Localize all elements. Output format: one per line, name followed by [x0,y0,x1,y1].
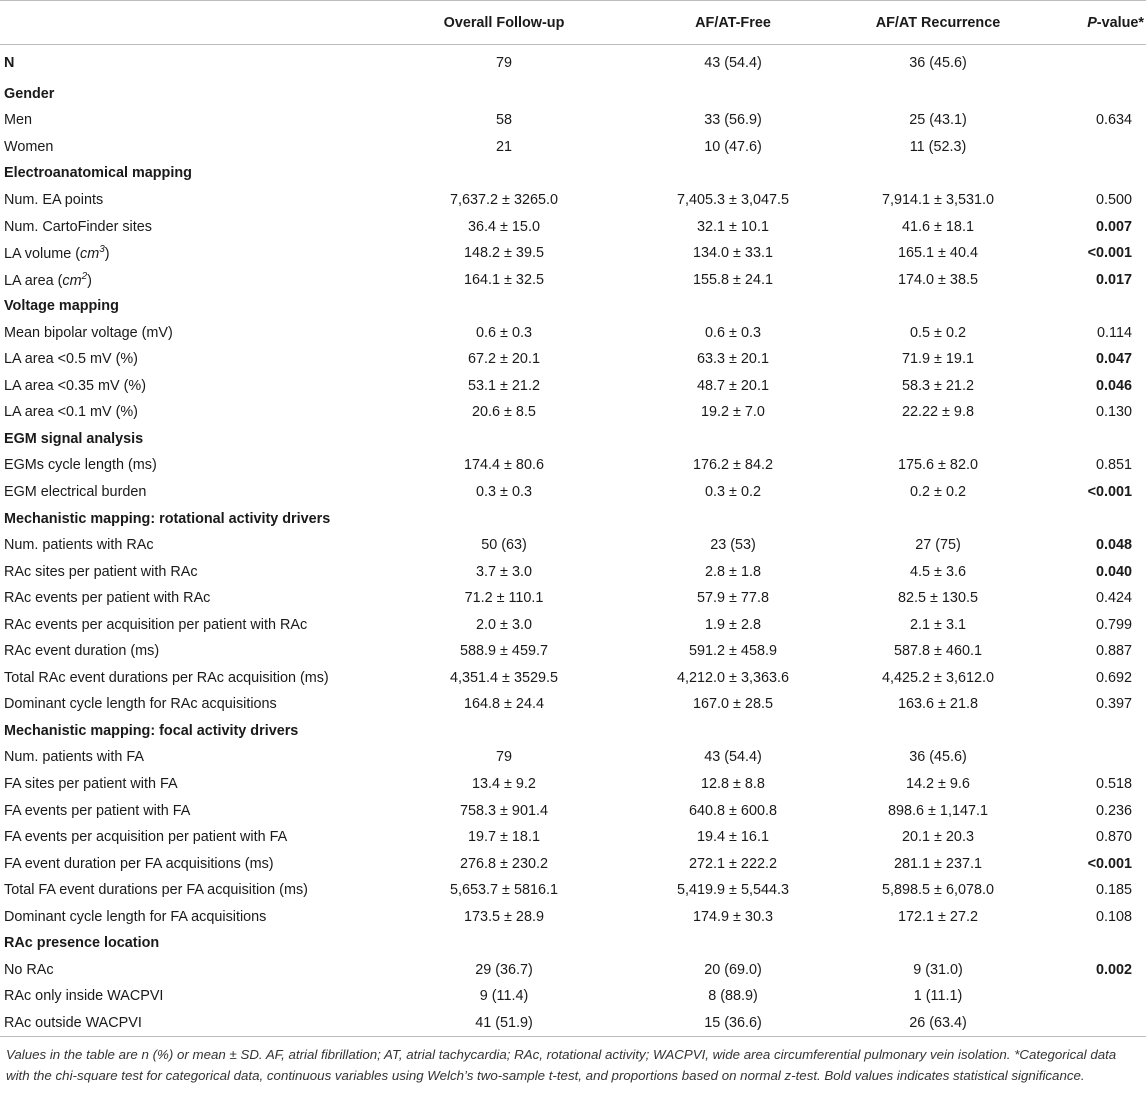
cell-af-at-recurrence: 22.22 ± 9.8 [902,404,974,421]
cell-overall: 164.1 ± 32.5 [464,271,544,288]
cell-p-value [1052,45,1146,81]
table-row [0,638,1146,665]
cell-af-at-recurrence: 174.0 ± 38.5 [898,271,978,288]
cell-af-at-free: 7,405.3 ± 3,047.5 [677,191,789,208]
section-heading: Gender [4,85,55,102]
row-label: RAc sites per patient with RAc [4,563,198,580]
cell-p-value [1052,1010,1146,1037]
table-row [0,1010,1146,1037]
table-row [0,107,1146,134]
cell-af-at-free: 63.3 ± 20.1 [697,351,769,368]
cell-p-value: 0.108 [1095,908,1132,925]
row-label: FA event duration per FA acquisitions (ms) [4,855,274,872]
section-heading: Electroanatomical mapping [4,165,192,182]
row-label-suffix: ) [104,245,110,262]
cell-p-value: 0.040 [1095,563,1132,580]
table-row [0,744,1146,771]
table-row [0,983,1146,1010]
cell-af-at-recurrence: 0.2 ± 0.2 [910,483,966,500]
row-label: Total FA event durations per FA acquisition (ms) [4,882,308,899]
cell-p-value: 0.397 [1095,696,1132,713]
table-row [0,903,1146,930]
cell-af-at-free: 19.2 ± 7.0 [701,404,765,421]
cell-af-at-free: 640.8 ± 600.8 [689,802,777,819]
cell-af-at-free: 57.9 ± 77.8 [697,590,769,607]
cell-overall: 7,637.2 ± 3265.0 [450,191,558,208]
cell-af-at-recurrence: 1 (11.1) [913,988,963,1005]
cell-af-at-free: 20 (69.0) [704,961,762,978]
table-row [0,266,1146,293]
cell-overall: 19.7 ± 18.1 [468,829,540,846]
cell-p-value: 0.002 [1095,961,1132,978]
cell-p-value: <0.001 [1087,245,1132,262]
cell-af-at-recurrence: 82.5 ± 130.5 [898,590,978,607]
cell-af-at-free: 0.6 ± 0.3 [705,324,761,341]
cell-p-value: 0.887 [1095,643,1132,660]
cell-af-at-recurrence: 36 (45.6) [909,54,967,71]
table-row [0,319,1146,346]
cell-af-at-recurrence: 41.6 ± 18.1 [902,218,974,235]
table-row [0,373,1146,400]
cell-overall: 758.3 ± 901.4 [460,802,548,819]
table-row [0,611,1146,638]
cell-af-at-recurrence: 11 (52.3) [909,138,967,155]
table-row [0,797,1146,824]
cell-af-at-recurrence: 71.9 ± 19.1 [902,351,974,368]
row-label: Women [4,138,54,155]
cell-af-at-free: 272.1 ± 222.2 [689,855,777,872]
row-label: Dominant cycle length for RAc acquisitions [4,696,277,713]
cell-af-at-free: 32.1 ± 10.1 [697,218,769,235]
cell-af-at-recurrence: 26 (63.4) [824,1010,1052,1037]
cell-af-at-recurrence: 7,914.1 ± 3,531.0 [882,191,994,208]
cell-p-value: 0.851 [1095,457,1132,474]
cell-af-at-free: 176.2 ± 84.2 [693,457,773,474]
cell-overall: 58 [495,112,512,129]
table-row [0,479,1146,506]
cell-af-at-recurrence: 163.6 ± 21.8 [898,696,978,713]
table-row [0,532,1146,559]
cell-af-at-recurrence: 9 (31.0) [913,961,963,978]
cell-p-value [1052,983,1146,1010]
cell-af-at-free: 1.9 ± 2.8 [705,616,761,633]
cell-overall: 173.5 ± 28.9 [464,908,544,925]
row-label-unit-base: cm [62,272,82,289]
cell-af-at-recurrence: 172.1 ± 27.2 [898,908,978,925]
row-label: N [4,54,15,71]
cell-p-value: 0.236 [1095,802,1132,819]
section-heading: RAc presence location [4,935,160,952]
cell-overall: 29 (36.7) [475,961,533,978]
cell-af-at-free: 174.9 ± 30.3 [693,908,773,925]
cell-overall: 588.9 ± 459.7 [460,643,548,660]
row-label: FA events per patient with FA [4,802,191,819]
table-row [0,877,1146,904]
table-row [0,558,1146,585]
cell-af-at-recurrence: 898.6 ± 1,147.1 [888,802,988,819]
cell-overall: 79 [495,749,512,766]
section-heading: Mechanistic mapping: rotational activity drivers [4,510,331,527]
header-label [0,1,366,45]
row-label: Total RAc event durations per RAc acquisition (ms) [4,669,329,686]
table-header-row [0,1,1146,45]
cell-p-value: 0.185 [1095,882,1132,899]
cell-af-at-free: 33 (56.9) [704,112,762,129]
table-row [0,187,1146,214]
table-body [0,45,1146,1037]
cell-af-at-recurrence: 27 (75) [915,537,961,554]
row-label: RAc only inside WACPVI [4,988,164,1005]
cell-p-value: 0.046 [1095,377,1132,394]
cell-overall: 50 (63) [481,537,527,554]
cell-overall: 9 (11.4) [479,988,529,1005]
row-label-unit-wrap [80,246,105,262]
cell-overall: 4,351.4 ± 3529.5 [450,669,558,686]
cell-af-at-free: 10 (47.6) [704,138,762,155]
row-label: LA area <0.1 mV (%) [4,404,138,421]
header-af-at-recurrence: AF/AT Recurrence [824,1,1052,45]
section-row [0,505,1146,532]
cell-af-at-recurrence: 0.5 ± 0.2 [910,324,966,341]
row-label-unit-exponent: 3 [99,244,105,256]
cell-af-at-recurrence: 587.8 ± 460.1 [894,643,982,660]
table-row [0,824,1146,851]
cell-overall: 164.8 ± 24.4 [464,696,544,713]
header-p-letter: P [1087,14,1097,31]
cell-overall: 71.2 ± 110.1 [464,590,544,607]
table-row [0,452,1146,479]
cell-p-value: 0.047 [1095,351,1132,368]
row-label: Num. EA points [4,191,104,208]
cell-p-value: 0.692 [1095,669,1132,686]
table-row [0,850,1146,877]
cell-overall: 5,653.7 ± 5816.1 [450,882,558,899]
cell-p-value: <0.001 [1087,855,1132,872]
row-label: Men [4,112,32,129]
table-row [0,45,1146,81]
section-heading: Voltage mapping [4,298,119,315]
cell-overall: 36.4 ± 15.0 [468,218,540,235]
row-label: FA sites per patient with FA [4,775,178,792]
section-heading: Mechanistic mapping: focal activity drivers [4,722,299,739]
header-af-at-free: AF/AT-Free [642,1,824,45]
table-row [0,691,1146,718]
section-row [0,293,1146,320]
cell-overall: 13.4 ± 9.2 [472,775,536,792]
cell-overall: 67.2 ± 20.1 [468,351,540,368]
cell-overall: 148.2 ± 39.5 [464,245,544,262]
row-label [0,240,366,267]
header-p-suffix: -value* [1096,14,1144,31]
cell-overall: 41 (51.9) [366,1010,642,1037]
row-label: Num. CartoFinder sites [4,218,152,235]
row-label [0,266,366,293]
cell-af-at-free: 48.7 ± 20.1 [697,377,769,394]
cell-af-at-free: 591.2 ± 458.9 [689,643,777,660]
cell-af-at-free: 2.8 ± 1.8 [705,563,761,580]
cell-overall: 79 [495,54,512,71]
cell-p-value: 0.500 [1095,191,1132,208]
cell-af-at-recurrence: 165.1 ± 40.4 [898,245,978,262]
cell-af-at-recurrence: 58.3 ± 21.2 [902,377,974,394]
row-label: RAc outside WACPVI [0,1010,366,1037]
section-heading: EGM signal analysis [4,430,144,447]
cell-af-at-free: 4,212.0 ± 3,363.6 [677,669,789,686]
cell-af-at-free: 23 (53) [710,537,756,554]
cell-p-value: 0.424 [1095,590,1132,607]
table-row [0,346,1146,373]
cell-overall: 0.6 ± 0.3 [476,324,532,341]
header-p-value [1052,1,1146,45]
cell-af-at-recurrence: 175.6 ± 82.0 [898,457,978,474]
cell-overall: 53.1 ± 21.2 [468,377,540,394]
table-row [0,213,1146,240]
cell-overall: 20.6 ± 8.5 [472,404,536,421]
section-row [0,930,1146,957]
section-row [0,426,1146,453]
row-label-suffix: ) [87,272,92,289]
row-label: RAc events per patient with RAc [4,590,211,607]
row-label: RAc event duration (ms) [4,643,160,660]
cell-af-at-free: 19.4 ± 16.1 [697,829,769,846]
cell-af-at-recurrence: 20.1 ± 20.3 [902,829,974,846]
row-label: LA area <0.5 mV (%) [4,351,138,368]
cell-p-value: 0.130 [1095,404,1132,421]
cell-af-at-recurrence: 4.5 ± 3.6 [910,563,966,580]
row-label: Num. patients with FA [4,749,144,766]
cell-overall: 21 [495,138,512,155]
section-row [0,81,1146,108]
cell-af-at-recurrence: 14.2 ± 9.6 [906,775,970,792]
row-label: LA area <0.35 mV (%) [4,377,146,394]
cell-p-value: 0.799 [1095,616,1132,633]
cell-overall: 2.0 ± 3.0 [476,616,532,633]
cell-af-at-free: 0.3 ± 0.2 [705,483,761,500]
table-row [0,585,1146,612]
table-row [0,957,1146,984]
cell-overall: 276.8 ± 230.2 [460,855,548,872]
cell-af-at-free: 155.8 ± 24.1 [693,271,773,288]
section-row [0,160,1146,187]
row-label: EGM electrical burden [4,483,147,500]
table-row [0,665,1146,692]
row-label: FA events per acquisition per patient with FA [4,829,288,846]
cell-p-value: 0.048 [1095,537,1132,554]
cell-af-at-free: 167.0 ± 28.5 [693,696,773,713]
cell-p-value: 0.017 [1095,271,1132,288]
table-row [0,399,1146,426]
section-row [0,718,1146,745]
cell-p-value: <0.001 [1087,483,1132,500]
cell-af-at-free: 134.0 ± 33.1 [693,245,773,262]
row-label-unit-base: cm [80,245,100,262]
cell-af-at-recurrence: 36 (45.6) [909,749,967,766]
row-label: Dominant cycle length for FA acquisitions [4,908,267,925]
cell-p-value [1052,134,1146,161]
cell-af-at-recurrence: 4,425.2 ± 3,612.0 [882,669,994,686]
row-label: RAc events per acquisition per patient with RAc [4,616,308,633]
table-row [0,240,1146,267]
cell-p-value: 0.518 [1095,775,1132,792]
cell-af-at-free: 8 (88.9) [708,988,758,1005]
cell-p-value: 0.114 [1097,324,1132,341]
cell-af-at-free: 15 (36.6) [642,1010,824,1037]
table-row [0,134,1146,161]
cell-af-at-free: 5,419.9 ± 5,544.3 [677,882,789,899]
cell-p-value: 0.007 [1095,218,1132,235]
table-row [0,771,1146,798]
table-footnote: Values in the table are n (%) or mean ± SD. AF, atrial fibrillation; AT, atrial tachycardia; RAc, rotational activity; WACPVI, wide area circumferential pulmonary vein isolation. *Categorical data with the chi-square test for categorical data, continuous variables using Welch’s two-sample t-test, and proportions based on normal z-test. Bold values indicates statistical significance. [6,1046,1117,1083]
cell-af-at-recurrence: 25 (43.1) [909,112,967,129]
cell-overall: 3.7 ± 3.0 [476,563,532,580]
row-label-unit-exponent: 2 [81,270,88,282]
row-label: Mean bipolar voltage (mV) [4,324,173,341]
row-label: Num. patients with RAc [4,537,154,554]
cell-af-at-free: 12.8 ± 8.8 [701,775,765,792]
cell-af-at-free: 43 (54.4) [704,54,762,71]
row-label-prefix: LA volume ( [4,245,80,262]
cell-af-at-recurrence: 2.1 ± 3.1 [910,616,966,633]
cell-overall: 174.4 ± 80.6 [464,457,544,474]
cell-af-at-free: 43 (54.4) [704,749,762,766]
header-overall-follow-up: Overall Follow-up [366,1,642,45]
cell-p-value: 0.870 [1095,829,1132,846]
row-label-prefix: LA area ( [4,272,63,289]
row-label: No RAc [4,961,54,978]
cell-af-at-recurrence: 5,898.5 ± 6,078.0 [882,882,994,899]
row-label-unit-wrap [62,270,88,289]
cell-p-value: 0.634 [1095,112,1132,129]
row-label: EGMs cycle length (ms) [4,457,157,474]
cell-af-at-recurrence: 281.1 ± 237.1 [894,855,982,872]
cell-p-value [1052,744,1146,771]
cell-overall: 0.3 ± 0.3 [476,483,532,500]
